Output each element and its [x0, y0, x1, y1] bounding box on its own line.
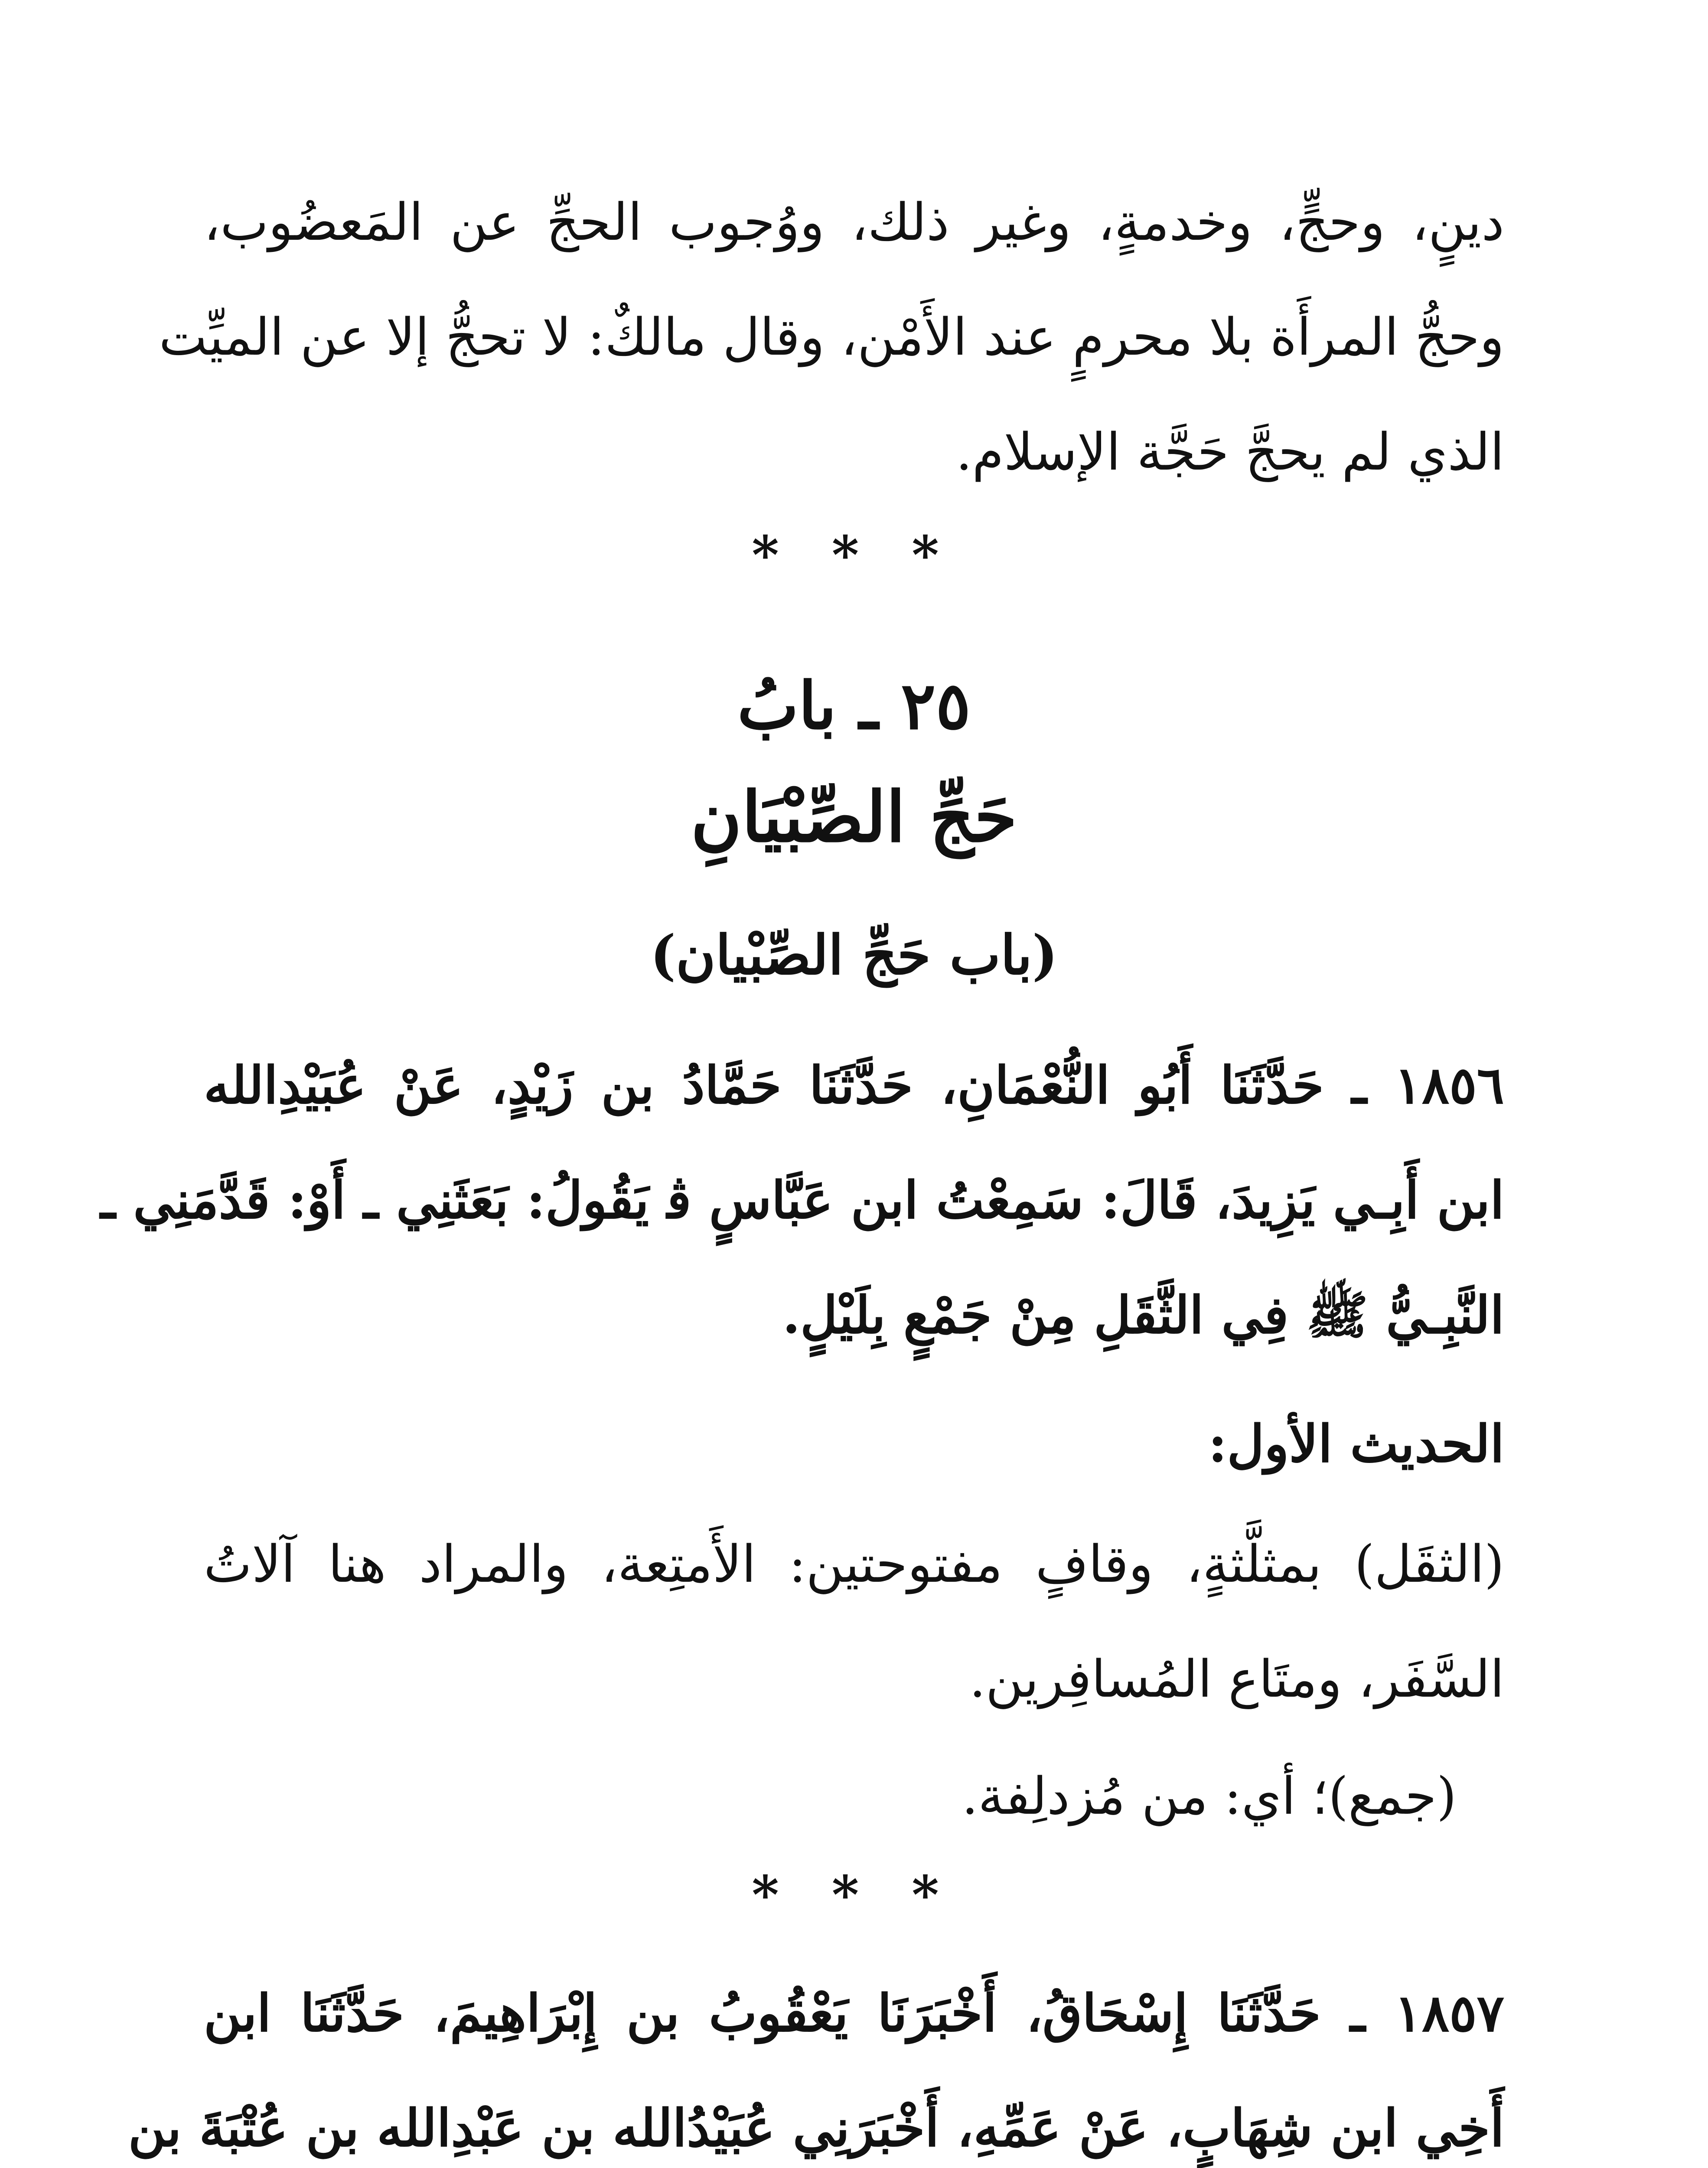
- intro-line: الذي لم يحجَّ حَجَّة الإسلام.: [955, 422, 1504, 482]
- hadith-line: أَخِي ابن شِهَابٍ، عَنْ عَمِّهِ، أَخْبَرَنِي عُبَيْدُالله بن عَبْدِالله بن عُتْبَةَ بن: [128, 2098, 1504, 2158]
- chapter-title: حَجِّ الصِّبْيَانِ: [691, 776, 1017, 858]
- hadith-1857: [128, 1956, 1504, 2168]
- intro-line: دينٍ، وحجٍّ، وخدمةٍ، وغير ذلك، ووُجوب الحجِّ عن المَعضُوب،: [204, 192, 1504, 252]
- hadith-line: ١٨٥٧ ـ حَدَّثَنَا إِسْحَاقُ، أَخْبَرَنَا يَعْقُوبُ بن إِبْرَاهِيمَ، حَدَّثَنَا ابن: [204, 1983, 1504, 2043]
- commentary-line: (الثقَل) بمثلَّثةٍ، وقافٍ مفتوحتين: الأَمتِعة، والمراد هنا آلاتُ: [204, 1534, 1504, 1594]
- commentary-line: (جمع)؛ أي: من مُزدلِفة.: [962, 1766, 1457, 1826]
- hadith-line: ابن أَبِـي يَزِيدَ، قَالَ: سَمِعْتُ ابن عَبَّاسٍ ﭬ يَقُولُ: بَعَثَنِي ـ أَوْ: قَدَّمَنِي ـ: [100, 1170, 1504, 1230]
- hadith-line: النَّبِـيُّ ﷺ فِي الثَّقَلِ مِنْ جَمْعٍ بِلَيْلٍ.: [782, 1285, 1504, 1345]
- section-separator: * * *: [752, 1864, 956, 1926]
- intro-line: وحجُّ المرأَة بلا محرمٍ عند الأَمْن، وقال مالكٌ: لا تحجُّ إلا عن الميِّت: [159, 307, 1504, 367]
- hadith-line: ١٨٥٦ ـ حَدَّثَنَا أَبُو النُّعْمَانِ، حَدَّثَنَا حَمَّادُ بن زَيْدٍ، عَنْ عُبَيْدِالله: [204, 1055, 1504, 1115]
- commentary-paragraph-2: [204, 1739, 1457, 1854]
- commentary-paragraph: [204, 1507, 1504, 1737]
- intro-paragraph: [159, 165, 1504, 509]
- commentary: [204, 1414, 1504, 1474]
- commentary-label: الحديث الأول:: [1208, 1414, 1504, 1474]
- commentary-line: السَّفَر، ومتَاع المُسافِرين.: [969, 1649, 1504, 1709]
- hadith-1856: [100, 1028, 1504, 1372]
- chapter-number: ٢٥ ـ بابُ: [737, 668, 971, 744]
- section-separator: * * *: [752, 525, 956, 586]
- chapter-subtitle: (باب حَجِّ الصِّبْيان): [650, 924, 1058, 987]
